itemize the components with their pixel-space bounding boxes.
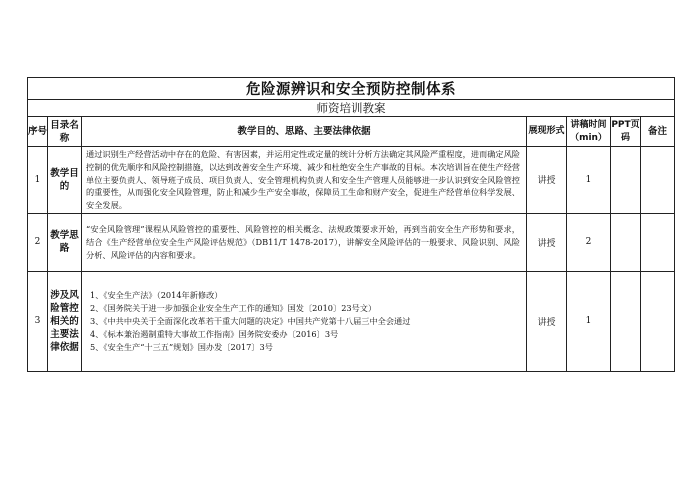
row-content: 通过识别生产经营活动中存在的危险、有害因素，并运用定性或定量的统计分析方法确定其风险严重程度，进而确定风险控制的优先顺序和风险控制措施，以达到改善安全生产环境、减少和杜绝安全生产事故的目标。本次培训旨在使生产经营单位主要负责人、领导班子成员、项目负责人、安全管理机构负责人和安全生产管理人员能够进一步认识到安全风险管控的重要性，从而强化安全风险管理，防止和减少生产安全事故，保障员工生命和财产安全，促进生产经营单位科学发展、安全发展。 (82, 147, 527, 214)
header-time: 讲稿时间（min） (567, 117, 611, 147)
row-seq: 2 (28, 213, 48, 271)
row-seq: 3 (28, 271, 48, 371)
row-form: 讲授 (527, 271, 567, 371)
table-row (28, 147, 675, 214)
document-title: 危险源辨识和安全预防控制体系 (28, 78, 675, 100)
row-name: 涉及风险管控相关的主要法律依据 (48, 271, 82, 371)
header-name: 目录名称 (48, 117, 82, 147)
reference-item: 3、《中共中央关于全面深化改革若干重大问题的决定》中国共产党第十八届三中全会通过 (90, 316, 411, 327)
lesson-plan-sheet (27, 77, 674, 372)
row-name: 教学思路 (48, 213, 82, 271)
reference-item: 4、《标本兼治遏制重特大事故工作指南》国务院安委办〔2016〕3号 (90, 328, 339, 339)
lesson-plan-table (27, 77, 675, 372)
row-remark (641, 147, 675, 214)
header-seq: 序号 (28, 117, 48, 147)
header-remark: 备注 (641, 117, 675, 147)
header-ppt: PPT页码 (611, 117, 641, 147)
row-remark (641, 271, 675, 371)
row-ppt (611, 147, 641, 214)
row-time: 1 (567, 271, 611, 371)
header-row (28, 117, 675, 147)
header-form: 展现形式 (527, 117, 567, 147)
row-name: 教学目的 (48, 147, 82, 214)
row-content: “安全风险管理”课程从风险管控的重要性、风险管控的相关概念、法规政策要求开始，再到当前安全生产形势和要求，结合《生产经营单位安全生产风险评估规范》（DB11/T 1478-2017），讲解安全风险评估的一般要求、风险识别、风险分析、风险评估的内容和要求。 (82, 213, 527, 271)
row-legal-references (82, 271, 527, 371)
row-form: 讲授 (527, 147, 567, 214)
reference-item: 5、《安全生产“十三五”规划》国办发〔2017〕3号 (90, 341, 273, 352)
row-form: 讲授 (527, 213, 567, 271)
row-time: 1 (567, 147, 611, 214)
row-seq: 1 (28, 147, 48, 214)
table-row (28, 213, 675, 271)
document-subtitle: 师资培训教案 (28, 100, 675, 117)
header-content: 教学目的、思路、主要法律依据 (82, 117, 527, 147)
reference-item: 1、《安全生产法》（2014年新修改） (90, 290, 223, 301)
row-time: 2 (567, 213, 611, 271)
reference-item: 2、《国务院关于进一步加强企业安全生产工作的通知》国发〔2010〕23号文） (90, 303, 377, 314)
row-ppt (611, 271, 641, 371)
table-row (28, 271, 675, 371)
row-ppt (611, 213, 641, 271)
row-remark (641, 213, 675, 271)
